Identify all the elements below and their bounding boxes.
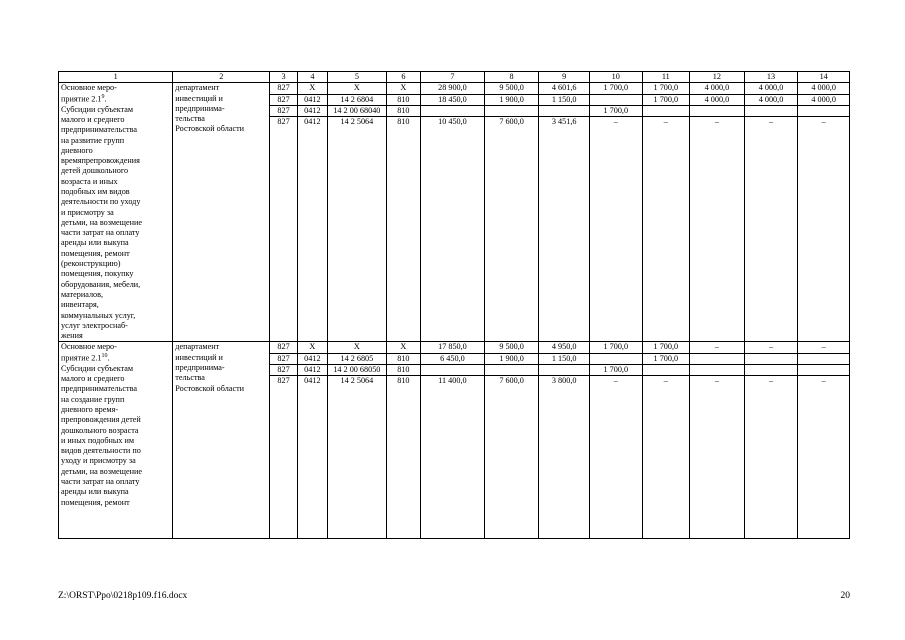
value-cell: X	[297, 342, 327, 353]
value-cell: X	[297, 83, 327, 94]
executor-cell	[173, 342, 270, 539]
value-cell: 4 000,0	[744, 83, 798, 94]
footer-page-number: 20	[840, 591, 850, 601]
value-cell	[744, 365, 798, 376]
value-cell: 9 500,0	[484, 342, 539, 353]
measure-name-line-wrap	[61, 353, 170, 364]
value-cell: 827	[270, 83, 297, 94]
table-row	[59, 83, 850, 94]
executor-line: инвестиций и	[175, 93, 223, 103]
value-cell: 10 450,0	[421, 117, 485, 342]
value-cell: 28 900,0	[421, 83, 485, 94]
value-cell	[421, 105, 485, 116]
measure-name-line: части затрат на оплату	[61, 477, 140, 487]
measure-name-line: Субсидии субъектам	[61, 363, 134, 373]
value-cell: 1 700,0	[642, 83, 690, 94]
measure-name-line: помещения, ремонт	[61, 497, 130, 507]
value-cell: 810	[386, 365, 420, 376]
table-row	[59, 342, 850, 353]
value-cell	[484, 365, 539, 376]
measure-name-line: препровождения детей	[61, 415, 141, 425]
value-cell	[690, 353, 745, 364]
value-cell: X	[328, 342, 387, 353]
measure-name-line: детьми, на возмещение	[61, 466, 143, 476]
value-cell: 9 500,0	[484, 83, 539, 94]
measure-name-line: времяпрепровождения	[61, 156, 140, 166]
measure-name-punct: .	[104, 94, 107, 104]
header-cell: 4	[297, 72, 327, 83]
value-cell	[589, 353, 642, 364]
executor-line: предпринима-	[175, 103, 225, 113]
value-cell: 0412	[297, 105, 327, 116]
executor-cell	[173, 83, 270, 342]
value-cell	[690, 105, 745, 116]
value-cell: –	[744, 117, 798, 342]
value-cell: 4 000,0	[744, 94, 798, 105]
value-cell: –	[744, 376, 798, 539]
measure-name-line: детьми, на возмещение	[61, 217, 143, 227]
value-cell: 1 700,0	[642, 353, 690, 364]
value-cell: 827	[270, 105, 297, 116]
header-cell: 5	[328, 72, 387, 83]
value-cell: 6 450,0	[421, 353, 485, 364]
measure-name-line: коммунальных услуг,	[61, 310, 136, 320]
value-cell: –	[589, 376, 642, 539]
measure-name-line: части затрат на оплату	[61, 228, 140, 238]
value-cell: X	[328, 83, 387, 94]
measure-name-cell	[59, 83, 173, 342]
measure-name-punct: .	[107, 353, 110, 363]
budget-table	[58, 71, 850, 539]
measure-name-line: возраста и иных	[61, 176, 118, 186]
measure-name-line: Основное меро-	[61, 342, 117, 352]
value-cell: –	[744, 342, 798, 353]
value-cell: 14 2 5064	[328, 376, 387, 539]
executor-line: инвестиций и	[175, 352, 223, 362]
measure-name-line: Основное меро-	[61, 83, 117, 93]
header-cell: 12	[690, 72, 745, 83]
value-cell: –	[690, 117, 745, 342]
value-cell: 827	[270, 353, 297, 364]
value-cell	[589, 94, 642, 105]
value-cell: 17 850,0	[421, 342, 485, 353]
value-cell: –	[798, 342, 850, 353]
value-cell: 14 2 5064	[328, 117, 387, 342]
value-cell	[798, 353, 850, 364]
value-cell: –	[690, 342, 745, 353]
value-cell: –	[798, 376, 850, 539]
measure-name-line: малого и среднего	[61, 114, 125, 124]
value-cell: 810	[386, 94, 420, 105]
value-cell	[539, 365, 590, 376]
measure-name-line: дневного	[61, 145, 93, 155]
value-cell: 14 2 6804	[328, 94, 387, 105]
value-cell: 0412	[297, 376, 327, 539]
measure-name-text: приятие 2.1	[61, 353, 102, 363]
footnote-superscript: 9	[101, 93, 105, 100]
header-cell: 3	[270, 72, 297, 83]
value-cell	[798, 365, 850, 376]
measure-name-line: помещения, ремонт	[61, 248, 130, 258]
value-cell: 1 900,0	[484, 94, 539, 105]
header-cell: 8	[484, 72, 539, 83]
measure-name-line: (реконструкцию)	[61, 259, 121, 269]
measure-name-line: услуг электроснаб-	[61, 320, 128, 330]
measure-name-line: предпринимательства	[61, 384, 137, 394]
footnote-superscript: 10	[101, 352, 108, 359]
value-cell	[642, 365, 690, 376]
value-cell	[421, 365, 485, 376]
header-cell: 9	[539, 72, 590, 83]
value-cell: 4 000,0	[798, 83, 850, 94]
value-cell: 827	[270, 376, 297, 539]
value-cell: 0412	[297, 117, 327, 342]
header-cell: 10	[589, 72, 642, 83]
value-cell: 0412	[297, 94, 327, 105]
measure-name-line: малого и среднего	[61, 374, 125, 384]
measure-name-line: Субсидии субъектам	[61, 104, 134, 114]
value-cell: 810	[386, 353, 420, 364]
value-cell	[690, 365, 745, 376]
measure-name-line: на создание групп	[61, 394, 125, 404]
value-cell: 810	[386, 376, 420, 539]
measure-name-line: и иных подобных им	[61, 435, 135, 445]
value-cell: –	[589, 117, 642, 342]
executor-line: департамент	[175, 83, 220, 93]
measure-name-line-wrap	[61, 94, 170, 105]
value-cell: –	[642, 376, 690, 539]
measure-name-line: видов деятельности по	[61, 446, 141, 456]
measure-name-line: предпринимательства	[61, 125, 137, 135]
measure-name-line: дневного время-	[61, 404, 119, 414]
executor-line: тельства	[175, 114, 205, 124]
executor-line: Ростовской области	[175, 124, 245, 134]
value-cell: 4 950,0	[539, 342, 590, 353]
measure-name-line: аренды или выкупа	[61, 238, 129, 248]
value-cell: 1 700,0	[589, 365, 642, 376]
measure-name-line: жения	[61, 331, 83, 341]
header-cell: 2	[173, 72, 270, 83]
header-cell: 6	[386, 72, 420, 83]
measure-name-line: материалов,	[61, 289, 104, 299]
measure-name-line: подобных им видов	[61, 187, 130, 196]
value-cell: 14 2 00 68040	[328, 105, 387, 116]
value-cell	[642, 105, 690, 116]
measure-name-line: и присмотру за	[61, 207, 114, 217]
measure-name-line: детей дошкольного	[61, 166, 129, 176]
value-cell: 1 700,0	[642, 342, 690, 353]
value-cell: 14 2 6805	[328, 353, 387, 364]
value-cell	[744, 353, 798, 364]
value-cell	[744, 105, 798, 116]
value-cell: 0412	[297, 353, 327, 364]
value-cell: 0412	[297, 365, 327, 376]
value-cell: X	[386, 342, 420, 353]
value-cell: 827	[270, 342, 297, 353]
value-cell: 1 150,0	[539, 94, 590, 105]
value-cell: 827	[270, 365, 297, 376]
executor-line: предпринима-	[175, 363, 225, 373]
header-cell: 13	[744, 72, 798, 83]
value-cell: –	[690, 376, 745, 539]
value-cell: 4 000,0	[690, 83, 745, 94]
value-cell: 14 2 00 68050	[328, 365, 387, 376]
value-cell	[484, 105, 539, 116]
value-cell	[798, 105, 850, 116]
value-cell: 827	[270, 117, 297, 342]
value-cell: –	[798, 117, 850, 342]
header-row	[59, 72, 850, 83]
value-cell: 4 000,0	[798, 94, 850, 105]
measure-name-line: на развитие групп	[61, 135, 125, 145]
value-cell: 1 700,0	[642, 94, 690, 105]
measure-name-text: приятие 2.1	[61, 94, 102, 104]
measure-name-line: оборудования, мебели,	[61, 279, 141, 289]
header-cell: 1	[59, 72, 173, 83]
value-cell: 1 150,0	[539, 353, 590, 364]
header-cell: 11	[642, 72, 690, 83]
value-cell: 1 900,0	[484, 353, 539, 364]
measure-name-cell	[59, 342, 173, 539]
measure-name-line: инвентаря,	[61, 300, 99, 310]
value-cell: 18 450,0	[421, 94, 485, 105]
value-cell: 1 700,0	[589, 83, 642, 94]
header-cell: 14	[798, 72, 850, 83]
executor-line: департамент	[175, 342, 220, 352]
footer-file-path: Z:\ORST\Ppo\0218p109.f16.docx	[58, 591, 188, 601]
value-cell: 3 800,0	[539, 376, 590, 539]
value-cell: –	[642, 117, 690, 342]
value-cell: 7 600,0	[484, 117, 539, 342]
executor-line: тельства	[175, 373, 205, 383]
measure-name-line: деятельности по уходу	[61, 197, 141, 207]
value-cell: 4 601,6	[539, 83, 590, 94]
measure-name-line: помещения, покупку	[61, 269, 134, 279]
executor-line: Ростовской области	[175, 383, 245, 393]
value-cell: 3 451,6	[539, 117, 590, 342]
measure-name-line: аренды или выкупа	[61, 487, 129, 497]
value-cell: 1 700,0	[589, 342, 642, 353]
value-cell: 11 400,0	[421, 376, 485, 539]
value-cell: 1 700,0	[589, 105, 642, 116]
value-cell: X	[386, 83, 420, 94]
measure-name-line: дошкольного возраста	[61, 425, 139, 435]
value-cell: 4 000,0	[690, 94, 745, 105]
value-cell: 827	[270, 94, 297, 105]
value-cell: 7 600,0	[484, 376, 539, 539]
value-cell: 810	[386, 105, 420, 116]
header-cell: 7	[421, 72, 485, 83]
measure-name-line: уходу и присмотру за	[61, 456, 136, 466]
value-cell	[539, 105, 590, 116]
value-cell: 810	[386, 117, 420, 342]
